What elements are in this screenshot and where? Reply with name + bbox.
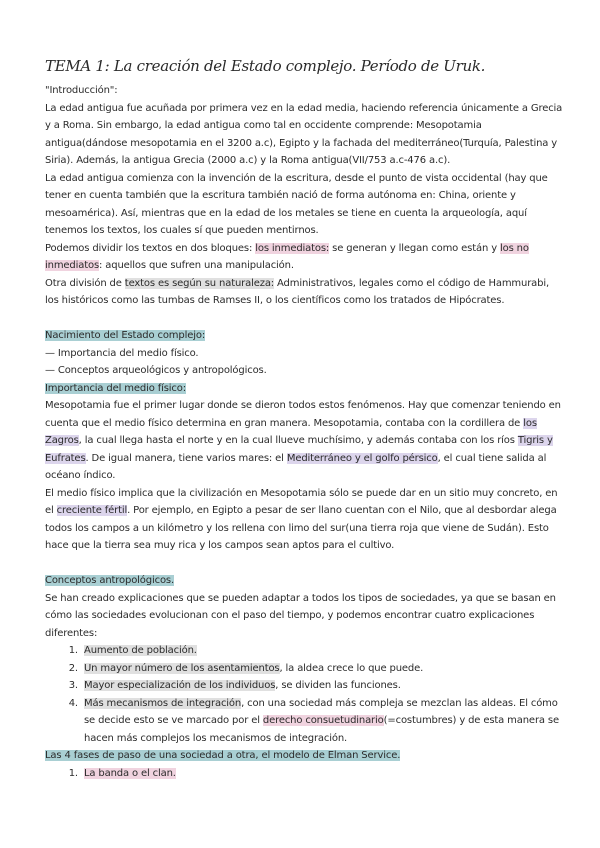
text-run: Podemos dividir los textos en dos bloques: — [45, 242, 256, 254]
text-run: Otra división de — [45, 277, 125, 289]
nacimiento-item-1: — Importancia del medio físico. — [45, 347, 199, 359]
fases-list — [45, 765, 565, 783]
section-heading-medio — [45, 380, 565, 398]
intro-paragraph-3 — [45, 240, 565, 275]
text-run: El medio físico implica que la civilización en Mesopotamia sólo se puede dar en un sitio muy concreto, en el — [45, 487, 558, 516]
highlight-mares: Mediterráneo y el golfo pérsico — [286, 452, 438, 464]
nacimiento-item-2: — Conceptos arqueológicos y antropológicos. — [45, 365, 267, 376]
text-run: (=costumbres) y de esta manera se hacen más complejos los mecanismos de integración. — [84, 715, 559, 744]
list-item — [81, 765, 565, 783]
medio-paragraph-2 — [45, 485, 565, 555]
text-run: Mesopotamia fue el primer lugar donde se dieron todos estos fenómenos. Hay que comenzar teniendo en cuenta que el medio físico determina en gran manera. Mesopotamia, contaba con la cordillera de — [45, 400, 561, 429]
section-heading-antropologicos — [45, 572, 565, 590]
document-body — [45, 82, 565, 782]
highlight-zagros: los Zagros — [45, 417, 537, 446]
highlight-no-inmediatos: los no inmediatos — [45, 242, 529, 271]
intro-paragraph-2: La edad antigua comienza con la invención de la escritura, desde el punto de vista occidental (hay que tener en cuenta también que la escritura también nació de forma autónoma en: China, oriente y mesoamérica). Así, mientras que en la edad de los metales se tiene en cuenta la arqueología, aquí tenemos los textos, los cuales sí que pueden mentirnos. — [45, 172, 548, 236]
section-heading-fases — [45, 747, 565, 765]
text-run: : aquellos que sufren una manipulación. — [99, 260, 294, 271]
text-run: , con una sociedad más compleja se mezclan las aldeas. El cómo se decide esto se ve marcado por el — [84, 697, 558, 726]
highlight-heading: Conceptos antropológicos. — [45, 575, 175, 586]
text-run: . De igual manera, tiene varios mares: el — [85, 452, 287, 464]
highlight-tigris-eufrates: Tigris y Eufrates — [45, 435, 553, 464]
list-item — [81, 660, 565, 678]
list-item — [81, 642, 565, 660]
intro-paragraph-1: La edad antigua fue acuñada por primera vez en la edad media, haciendo referencia únicamente a Grecia y a Roma. Sin embargo, la edad antigua como tal en occidente comprende: Mesopotamia antigua(dándose mesopotamia en el 3200 a.c), Egipto y la fachada del mediterráneo(Turquía, Palestina y Siria). Además, la antigua Grecia (2000 a.c) y la Roma antigua(VII/753 a.c-476 a.c). — [45, 102, 563, 166]
text-run: se generan y llegan como están y — [329, 242, 500, 254]
highlight-especializacion: Mayor especialización de los individuos — [84, 680, 276, 691]
antropo-paragraph-1: Se han creado explicaciones que se pueden adaptar a todos los tipos de sociedades, ya que se basan en cómo las sociedades evolucionan con el paso del tiempo, y podemos encontrar cuatro explicaciones diferentes: — [45, 592, 556, 639]
list-item — [81, 677, 565, 695]
highlight-heading: Nacimiento del Estado complejo: — [45, 330, 206, 341]
highlight-inmediatos: los inmediatos: — [255, 242, 330, 254]
highlight-creciente-fertil: creciente fértil — [56, 505, 128, 516]
text-run: Administrativos, legales como el código de Hammurabi, los históricos como las tumbas de Ramses II, o los científicos como los tratados de Hipócrates. — [45, 277, 549, 306]
medio-paragraph-1 — [45, 397, 565, 485]
section-heading-nacimiento — [45, 327, 565, 345]
text-run: . Por ejemplo, en Egipto a pesar de ser llano cuentan con el Nilo, que al desbordar alega todos los campos a un kilómetro y los rellena con limo del sur(una tierra roja que viene de Sudán). Esto hace que la tierra sea muy rica y los campos sean aptos para el cultivo. — [45, 505, 557, 551]
intro-paragraph-4 — [45, 275, 565, 310]
highlight-heading: Importancia del medio físico: — [45, 382, 186, 394]
spacer — [45, 310, 565, 328]
spacer — [45, 555, 565, 573]
highlight-integracion: Más mecanismos de integración — [84, 697, 242, 709]
intro-heading: "Introducción": — [45, 85, 118, 96]
page-title: TEMA 1: La creación del Estado complejo. Período de Uruk. — [45, 57, 486, 75]
text-run: , la cual llega hasta el norte y en la cual llueve muchísimo, y además contaba con los ríos — [78, 435, 518, 446]
list-item — [81, 695, 565, 748]
highlight-asentamientos: Un mayor número de los asentamientos — [84, 662, 280, 674]
highlight-naturaleza: textos es según su naturaleza: — [124, 277, 275, 289]
highlight-derecho: derecho consuetudinario — [262, 715, 384, 726]
highlight-banda: La banda o el clan. — [84, 767, 176, 779]
explicaciones-list — [45, 642, 565, 747]
text-run: , el cual tiene salida al océano índico. — [45, 452, 547, 481]
text-run: , la aldea crece lo que puede. — [279, 662, 424, 674]
text-run: , se dividen las funciones. — [275, 680, 401, 691]
highlight-heading: Las 4 fases de paso de una sociedad a otra, el modelo de Elman Service. — [45, 750, 401, 761]
highlight-poblacion: Aumento de población. — [84, 645, 197, 656]
